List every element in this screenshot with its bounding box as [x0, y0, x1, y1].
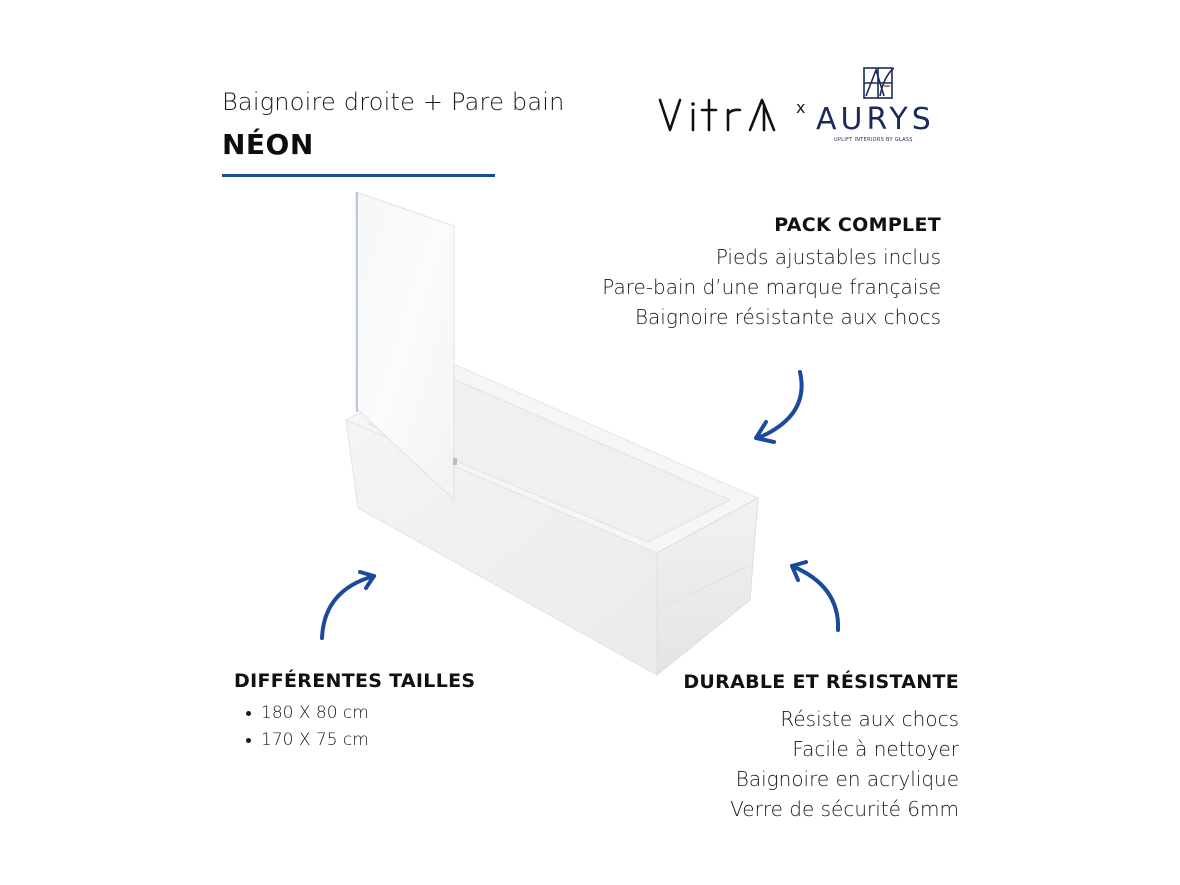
size-item	[234, 727, 475, 754]
brand-separator: x	[796, 98, 806, 117]
size-label: 180 X 80 cm	[261, 703, 369, 723]
durable-line: Baignoire en acrylique	[735, 767, 959, 791]
sizes-heading: DIFFÉRENTES TAILLES	[234, 670, 476, 692]
pack-line: Baignoire résistante aux chocs	[634, 305, 941, 329]
product-subtitle: Baignoire droite + Pare bain	[222, 88, 565, 116]
sizes-section	[234, 668, 475, 754]
title-divider	[222, 174, 495, 177]
curved-arrow-icon	[782, 556, 850, 636]
aurys-logo	[816, 66, 946, 146]
durable-line: Résiste aux chocs	[780, 707, 959, 731]
durable-heading: DURABLE ET RÉSISTANTE	[683, 671, 959, 693]
durable-line: Verre de sécurité 6mm	[730, 797, 959, 821]
size-label: 170 X 75 cm	[261, 730, 369, 750]
product-name: NÉON	[222, 128, 314, 161]
size-item	[234, 700, 475, 727]
aurys-emblem-icon	[862, 66, 894, 100]
pack-line: Pieds ajustables inclus	[715, 245, 941, 269]
sizes-list	[234, 700, 475, 754]
pack-complet-section	[602, 212, 941, 332]
bullet-icon	[246, 711, 251, 716]
bullet-icon	[246, 738, 251, 743]
durable-section	[683, 668, 959, 824]
pack-line: Pare-bain d’une marque française	[602, 275, 941, 299]
aurys-tagline: UPLIFT INTERIORS BY GLASS	[834, 137, 913, 143]
pack-heading: PACK COMPLET	[774, 214, 941, 236]
curved-arrow-icon	[748, 366, 812, 448]
vitra-logo	[656, 92, 786, 136]
curved-arrow-icon	[312, 566, 384, 642]
durable-line: Facile à nettoyer	[792, 737, 959, 761]
aurys-wordmark: AURYS	[816, 102, 935, 137]
